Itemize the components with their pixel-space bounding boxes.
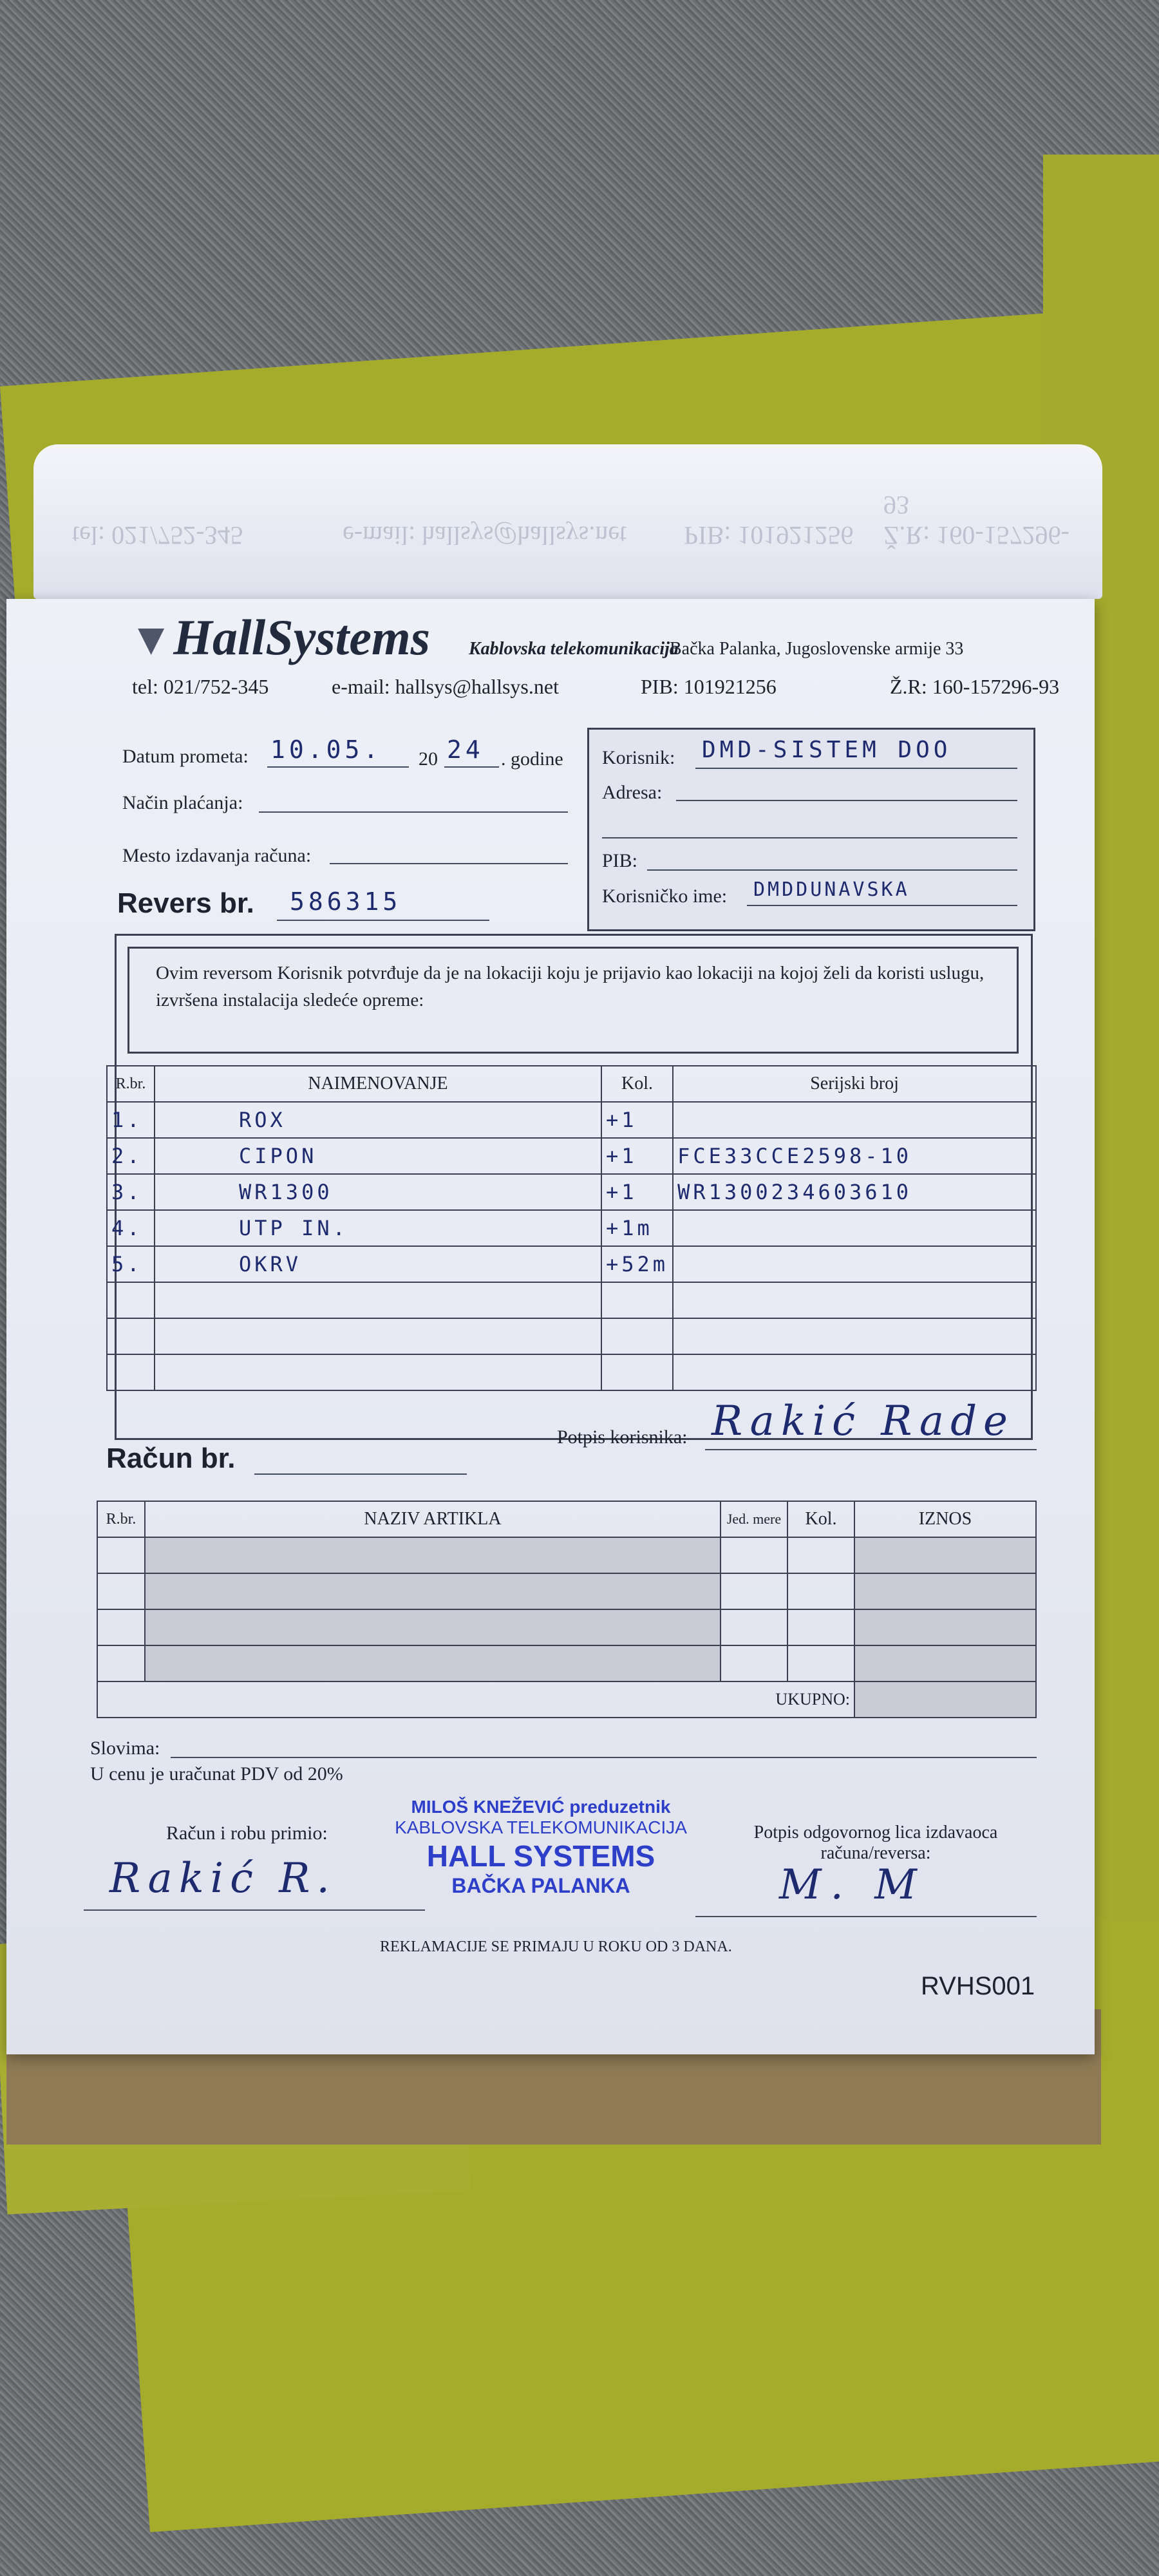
issue-place-field — [330, 863, 568, 864]
responsible-label: Potpis odgovornog lica izdavaoca računa/reversa: — [753, 1823, 998, 1863]
company-stamp — [393, 1797, 689, 1898]
table-row — [107, 1282, 1036, 1318]
mirrored-header-print: tel: 021/752-345 e-mail: hallsys@hallsys.net PIB: 101921256 Ž.R: 160-157296-93 — [72, 491, 1069, 550]
invoice-number-label: Račun br. — [106, 1443, 236, 1474]
table-row — [97, 1573, 1036, 1609]
col-header-rbr: R.br. — [107, 1066, 155, 1102]
total-value — [854, 1681, 1036, 1718]
company-tagline: Kablovska telekomunikacija — [469, 639, 679, 659]
customer-label: Korisnik: — [602, 747, 675, 768]
col-header-naimenovanje: NAIMENOVANJE — [155, 1066, 601, 1102]
stamp-line-3: HALL SYSTEMS — [426, 1839, 655, 1873]
year-prefix: 20 — [419, 748, 438, 770]
table-row: 4. UTP IN. +1m — [107, 1210, 1036, 1246]
year-value: 24 — [447, 735, 484, 764]
invoice-number-field — [254, 1473, 467, 1475]
revers-document-sheet — [6, 599, 1095, 2054]
address-field-2 — [602, 837, 1017, 838]
revers-notice: Ovim reversom Korisnik potvrđuje da je na lokaciji koju je prijavio kao lokaciji na kojoj želi da koristi uslugu, izvršena instalacija sledeće opreme: — [156, 963, 985, 1010]
folded-page-flap — [33, 444, 1102, 599]
table-row — [97, 1537, 1036, 1573]
table-row: 3. WR1300 +1 WR1300234603610 — [107, 1174, 1036, 1210]
table-row — [107, 1354, 1036, 1390]
username-label: Korisničko ime: — [602, 886, 728, 907]
payment-method-label: Način plaćanja: — [122, 792, 243, 813]
col-header-rbr: R.br. — [97, 1501, 145, 1537]
table-row: 5. OKRV +52m — [107, 1246, 1036, 1282]
stamp-line-2: KABLOVSKA TELEKOMUNIKACIJA — [395, 1817, 687, 1837]
company-email: e-mail: hallsys@hallsys.net — [332, 675, 559, 698]
revers-number-value: 586315 — [290, 887, 402, 916]
table-row: 1. ROX +1 — [107, 1102, 1036, 1138]
company-bank-account: Ž.R: 160-157296-93 — [890, 675, 1060, 698]
company-phone: tel: 021/752-345 — [132, 675, 269, 698]
table-row — [107, 1318, 1036, 1354]
col-header-iznos: IZNOS — [854, 1501, 1036, 1537]
slovima-field — [171, 1757, 1037, 1758]
customer-pib-label: PIB: — [602, 850, 638, 871]
company-logo: ▼HallSystems — [129, 609, 430, 665]
slovima-label: Slovima: — [90, 1738, 160, 1759]
col-header-kol: Kol. — [601, 1066, 673, 1102]
form-code: RVHS001 — [921, 1972, 1035, 2000]
received-signature: Rakić R. — [109, 1855, 336, 1902]
stamp-line-1: MILOŠ KNEŽEVIĆ preduzetnik — [411, 1797, 671, 1817]
table-row: 2. CIPON +1 FCE33CCE2598-10 — [107, 1138, 1036, 1174]
customer-value: DMD-SISTEM DOO — [702, 737, 952, 763]
col-header-naziv-artikla: NAZIV ARTIKLA — [145, 1501, 721, 1537]
table-row — [97, 1609, 1036, 1645]
address-field — [676, 800, 1017, 801]
revers-number-label: Revers br. — [117, 887, 254, 919]
col-header-serijski-broj: Serijski broj — [673, 1066, 1036, 1102]
vat-note: U cenu je uračunat PDV od 20% — [90, 1763, 343, 1785]
col-header-kol: Kol. — [787, 1501, 854, 1537]
date-label: Datum prometa: — [122, 746, 249, 767]
received-label: Račun i robu primio: — [166, 1823, 328, 1844]
date-value: 10.05. — [270, 735, 382, 764]
customer-signature: Rakić Rade — [711, 1397, 1014, 1445]
customer-pib-field — [647, 869, 1017, 871]
invoice-table — [97, 1501, 1037, 1718]
total-label: UKUPNO: — [97, 1681, 854, 1718]
table-row — [97, 1645, 1036, 1681]
equipment-table — [106, 1065, 1037, 1391]
stamp-line-4: BAČKA PALANKA — [451, 1874, 630, 1897]
payment-method-field — [259, 811, 568, 813]
year-suffix: . godine — [501, 748, 563, 770]
responsible-signature: M. M — [779, 1861, 926, 1909]
username-value: DMDDUNAVSKA — [753, 878, 910, 901]
company-address: Bačka Palanka, Jugoslovenske armije 33 — [670, 639, 964, 659]
col-header-jed-mere: Jed. mere — [721, 1501, 787, 1537]
issue-place-label: Mesto izdavanja računa: — [122, 845, 312, 866]
complaint-note: REKLAMACIJE SE PRIMAJU U ROKU OD 3 DANA. — [380, 1938, 732, 1955]
customer-signature-label: Potpis korisnika: — [557, 1426, 688, 1448]
address-label: Adresa: — [602, 782, 663, 803]
company-pib: PIB: 101921256 — [641, 675, 777, 698]
